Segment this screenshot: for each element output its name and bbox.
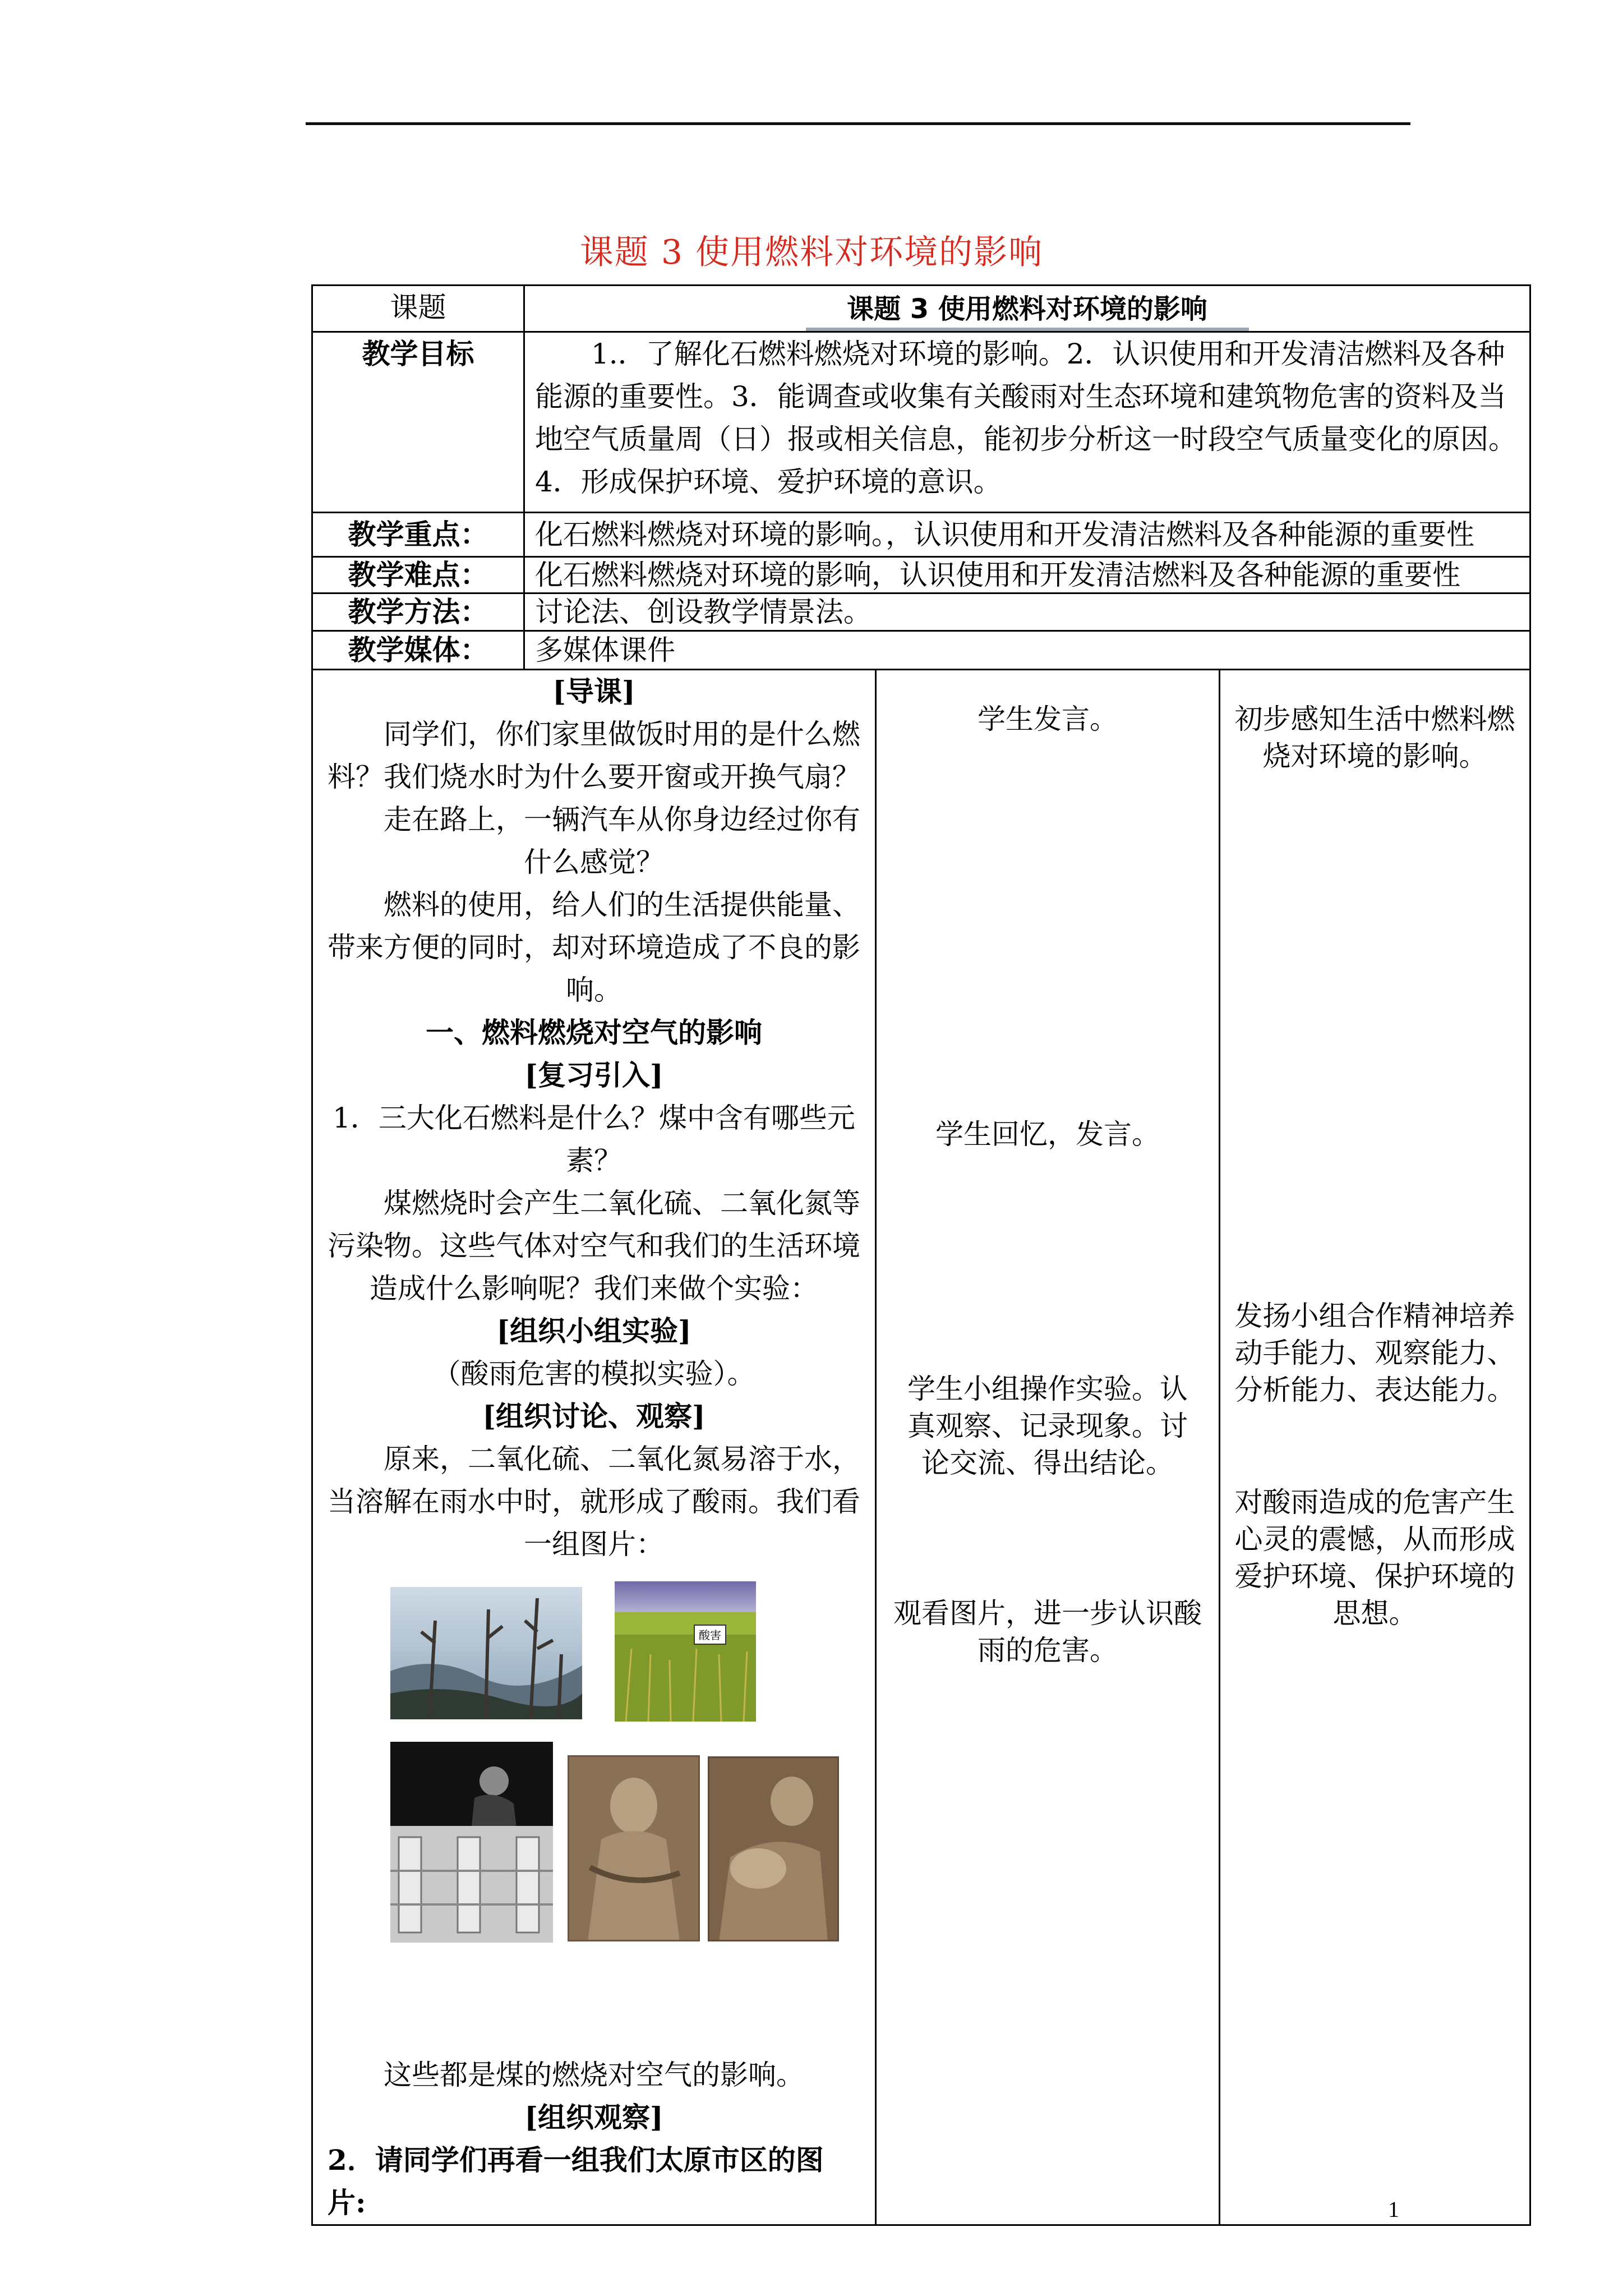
diff-text: 化石燃料燃烧对环境的影响，认识使用和开发清洁燃料及各种能源的重要性 [524, 557, 1530, 593]
media-text: 多媒体课件 [524, 631, 1530, 670]
media-label: 教学媒体： [312, 631, 524, 670]
coal-paragraph: 煤燃烧时会产生二氧化硫、二氧化氮等污染物。这些气体对空气和我们的生活环境造成什么影响呢？我们来做个实验： [328, 1187, 860, 1305]
student-activity-3: 学生小组操作实验。认真观察、记录现象。讨论交流、得出结论。 [907, 1373, 1188, 1479]
experiment-heading: [组织小组实验] [496, 1314, 691, 1347]
goal-label: 教学目标 [312, 332, 524, 513]
acid-rain-photo-group [328, 1571, 860, 2054]
row-difficulties [312, 557, 1530, 593]
row-lesson [312, 670, 1530, 2225]
question-2: 2．请同学们再看一组我们太原市区的图片: [328, 2143, 824, 2219]
row-media [312, 631, 1530, 670]
header-rule [306, 122, 1410, 125]
method-text: 讨论法、创设教学情景法。 [524, 593, 1530, 631]
intro-paragraph-2: 走在路上，一辆汽车从你身边经过你有什么感觉？ [384, 803, 860, 878]
row-subject [312, 286, 1530, 332]
acid-rain-paragraph: 原来，二氧化硫、二氧化氮易溶于水，当溶解在雨水中时，就形成了酸雨。我们看一组图片： [328, 1443, 860, 1561]
damaged-crop-photo [615, 1581, 756, 1722]
design-intent-cell [1220, 670, 1530, 2225]
damaged-statue-photo-2 [708, 1756, 839, 1941]
page-title: 课题 3 使用燃料对环境的影响 [579, 233, 1044, 272]
method-label: 教学方法： [312, 593, 524, 631]
key-text: 化石燃料燃烧对环境的影响。，认识使用和开发清洁燃料及各种能源的重要性 [524, 513, 1530, 557]
subject-banner: 课题 3 使用燃料对环境的影响 [806, 291, 1249, 331]
diff-label: 教学难点： [312, 557, 524, 593]
summary-line: 这些都是煤的燃烧对空气的影响。 [384, 2059, 804, 2091]
question-1: 1．三大化石燃料是什么？煤中含有哪些元素？ [333, 1102, 855, 1177]
subject-cell [524, 286, 1530, 332]
goal-text: 1.．了解化石燃料燃烧对环境的影响。2．认识使用和开发清洁燃料及各种能源的重要性。3．能调查或收集有关酸雨对生态环境和建筑物危害的资料及当地空气质量周（日）报或相关信息，能初步分析这一时段空气质量变化的原因。4．形成保护环境、爱护环境的意识。 [524, 332, 1530, 513]
student-activity-2: 学生回忆，发言。 [935, 1118, 1160, 1151]
corroded-balustrade-photo [390, 1742, 553, 1943]
experiment-note: （酸雨危害的模拟实验）。 [432, 1358, 755, 1390]
observe-heading: [组织观察] [524, 2101, 663, 2134]
section-heading-1: 一、燃料燃烧对空气的影响 [426, 1016, 762, 1049]
intro-paragraph-3: 燃料的使用，给人们的生活提供能量、带来方便的同时，却对环境造成了不良的影响。 [328, 889, 860, 1006]
teacher-activity-cell [312, 670, 876, 2225]
student-activity-cell [876, 670, 1220, 2225]
student-activity-4: 观看图片，进一步认识酸雨的危害。 [893, 1597, 1202, 1667]
dead-forest-photo [390, 1587, 582, 1719]
design-intent-1: 初步感知生活中燃料燃烧对环境的影响。 [1234, 703, 1515, 772]
review-heading: [复习引入] [524, 1059, 663, 1092]
subject-label: 课题 [312, 286, 524, 332]
key-label: 教学重点： [312, 513, 524, 557]
intro-paragraph-1: 同学们，你们家里做饭时用的是什么燃料？我们烧水时为什么要开窗或开换气扇？ [328, 718, 860, 793]
intro-heading: [导课] [552, 675, 635, 708]
damaged-statue-photo-1 [568, 1755, 700, 1941]
page-number: 1 [1388, 2197, 1399, 2222]
lesson-plan-table [311, 284, 1531, 2226]
row-goals [312, 332, 1530, 513]
row-method [312, 593, 1530, 631]
photo-sign-text: 酸害 [699, 1628, 721, 1642]
design-intent-2: 发扬小组合作精神培养动手能力、观察能力、分析能力、表达能力。 [1234, 1300, 1515, 1406]
design-intent-3: 对酸雨造成的危害产生心灵的震憾，从而形成爱护环境、保护环境的思想。 [1234, 1486, 1515, 1630]
discussion-heading: [组织讨论、观察] [482, 1400, 706, 1433]
student-activity-1: 学生发言。 [978, 703, 1118, 735]
row-key-points [312, 513, 1530, 557]
